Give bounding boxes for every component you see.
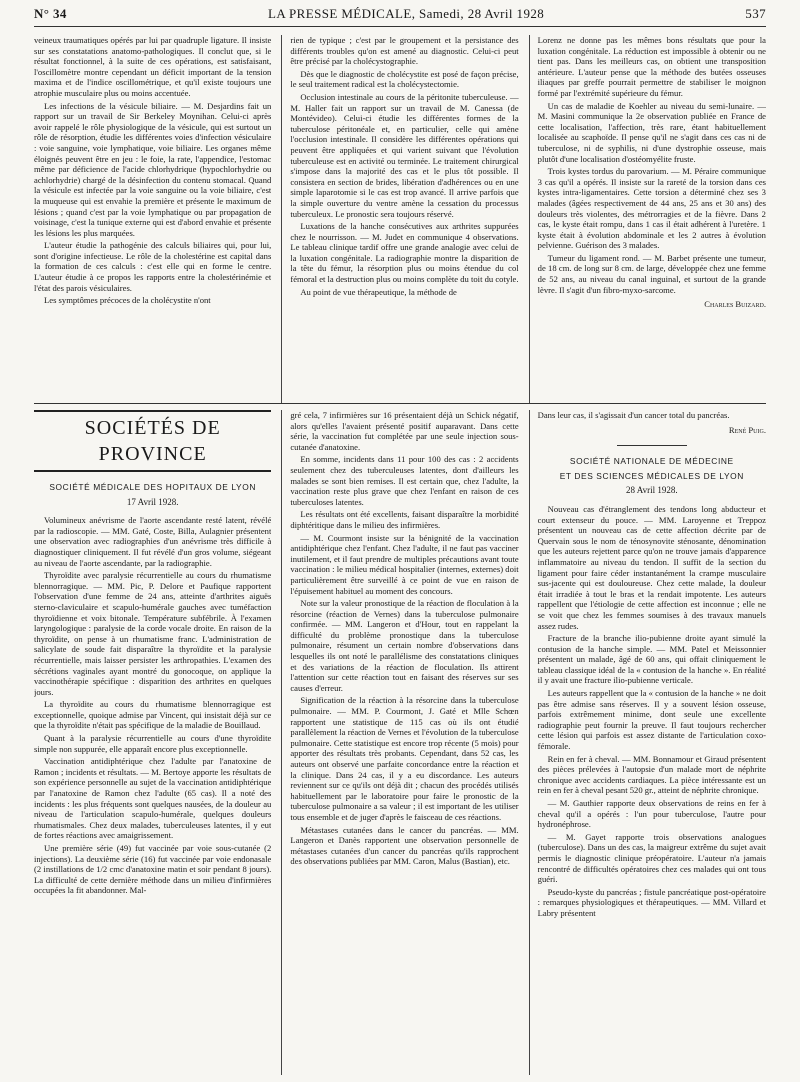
top-column-2 bbox=[281, 35, 518, 403]
bottom-section bbox=[34, 410, 766, 1075]
top-section bbox=[34, 35, 766, 404]
paragraph: Fracture de la branche ilio-pubienne droite ayant simulé la contusion de la hanche simple. — MM. Patel et Meissonnier présentent un malade, âgé de 60 ans, qui offait cliniquement le tableau classique idéal de la « contusion de la hanche ». En réalité il y avait une fracture ilio-pubienne verticale. bbox=[537, 633, 766, 686]
paragraph: Les symptômes précoces de la cholécystite n'ont bbox=[44, 295, 211, 306]
paragraph: Un cas de maladie de Koehler au niveau du semi-lunaire. — M. Masini communique la 2e observation publiée en France de cette localisation, l'affection, très rare, étant habituellement localisée au scaphoïde. Il pense qu'il ne s'agit dans ces cas ni de tuberculose, ni de syphilis, ni d'une dystrophie osseuse, mais plutôt d'une localisation d'ostéomyélite fruste. bbox=[537, 100, 766, 164]
paragraph: Vaccination antidiphtérique chez l'adulte par l'anatoxine de Ramon ; incidents et résultats. — M. Bertoye apporte les résultats de son expérience personnelle au sujet de la vaccination antidiphtérique par l'anatoxine de Ramon chez l'adulte (65 cas). Il a noté des incidents : les plus fréquents sont quelques nausées, de la douleur au niveau de l'articulation scapulo-humérale, quelques douleurs rhumatismales. Chez deux malades, tuberculeuses latentes, il y eut de fortes réactions avec amaigrissement. bbox=[34, 756, 272, 841]
paragraph: rien de typique ; c'est par le groupement et la persistance des différents troubles qu'on est amené au diagnostic. Celui-ci peut être précisé par la cholécystographie. bbox=[290, 35, 519, 67]
journal-title: LA PRESSE MÉDICALE, Samedi, 28 Avril 1928 bbox=[267, 6, 545, 21]
author-signature: René Puig. bbox=[728, 424, 766, 435]
paragraph: Les auteurs rappellent que la « contusion de la hanche » ne doit pas être admise sans réserves. Il y a souvent lésion osseuse, parfois extrêmement minime, dont seule une excellente radiographie peut fournir la preuve. Il faut toujours rechercher cette lésion qui parfois est assez distante de l'articulation coxo-fémorale. bbox=[537, 688, 766, 752]
section-title: SOCIÉTÉS DE PROVINCE bbox=[34, 410, 271, 472]
paragraph: En somme, incidents dans 11 pour 100 des cas : 2 accidents seulement chez des tuberculeuses latentes, dont d'ailleurs les malades se sont bien remises. Il est certain que, chez l'adulte, la vaccination reste plus grave que chez l'enfant en raison de ces tuberculoses latentes. bbox=[290, 454, 519, 507]
issue-number: N° 34 bbox=[34, 6, 67, 21]
paragraph: Signification de la réaction à la résorcine dans la tuberculose pulmonaire. — MM. P. Courmont, J. Gaté et Mlle Schœn rapportent une statistique de 115 cas où ils ont étudié parallèlement la réaction de Vernes et l'évolution de la tuberculose pulmonaire. Cette statistique est encore trop récente (5 mois) pour apporter des résultats très probants. Cependant, dans 52 cas, les auteurs ont observé une parfaite concordance entre la réaction et la clinique. Dans 24 cas, il y a eu discordance. Les auteurs reviennent sur ce qu'ils ont déjà dit ; chacun des procédés utilisés habituellement par le laboratoire pour faire le pronostic de la tuberculose pulmonaire a sa valeur ; il est important de les utiliser tous ensemble et de juger d'après le faisceau de ces réactions. bbox=[290, 695, 519, 822]
paragraph: Dans leur cas, il s'agissait d'un cancer total du pancréas. bbox=[537, 410, 730, 420]
paragraph: — M. Gauthier rapporte deux observations de reins en fer à cheval qu'il a opérés : l'un pour tuberculose, l'autre pour hydronéphrose. bbox=[537, 798, 766, 830]
paragraph: Quant à la paralysie récurrentielle au cours d'une thyroïdite simple non suppurée, elle apparaît encore plus exceptionnelle. bbox=[34, 733, 272, 754]
paragraph: Occlusion intestinale au cours de la péritonite tuberculeuse. — M. Haller fait un rapport sur un travail de M. Canessa (de Montévideo). Celui-ci étudie les différentes formes de la tuberculose péritonéale et, en particulier, celle qui amène l'occlusion intestinale. Il considère les différentes opérations qui peuvent être appliquées et qui varient suivant que l'évolution tuberculeuse est en activité ou terminée. Le traitement chirurgical s'impose dans la majorité des cas et le plus tôt possible. Il consistera en section de brides, libération d'adhérences ou en une simple laparotomie si le cas est trop avancé. Il arrive parfois que la simple ouverture du ventre amène la cessation du processus tuberculeux. Le pronostic sera toujours réservé. bbox=[290, 91, 519, 219]
session-date: 28 Avril 1928. bbox=[626, 485, 678, 496]
paragraph: — M. Gayet rapporte trois observations analogues (tuberculose). Dans un des cas, la maigreur extrême du sujet avait permis le diagnostic clinique préopératoire. L'auteur n'a jamais rencontré de difficultés opératoires chez ces malades qui ont tous guéri. bbox=[537, 831, 766, 885]
paragraph: Thyroïdite avec paralysie récurrentielle au cours du rhumatisme blennorragique. — MM. Pic, P. Delore et Paufique rapportent l'observation d'une femme de 24 ans, atteinte d'arthrites aiguës sterno-claviculaire et scapulo-humérale gauches avec tuméfaction thyroïdienne et voix bitonale. Température subfébrile. À l'examen laryngologique : paralysie de la corde vocale droite. En raison de la thyroïdite, on pense à un rhumatisme franc. L'administration de salicylate de soude fait disparaître la thyroïdite et la paralysie récurrentielle, mais laisser persister les arthropathies. L'examen des sécrétions vaginales ayant montré du gonocoque, on applique la vaccinothérapie spécifique : disparition des arthrites en quelques jours. bbox=[34, 570, 272, 697]
bottom-column-1 bbox=[34, 410, 271, 1075]
session-date: 17 Avril 1928. bbox=[126, 496, 179, 507]
paragraph: Nouveau cas d'étranglement des tendons long abducteur et court extenseur du pouce. — MM. Laroyenne et Treppoz présentent un nouveau cas de cette affection décrite par de Quervain sous le nom de ténosynovite sténosante, dénomination que les auteurs rejettent parce qu'on ne trouve jamais d'apparence inflammatoire au niveau du tendon. Il suffit de la section du ligament pour faire céder instantanément la crampe musculaire sus-jacente qui est douloureuse. Chez cette malade, la douleur était irradiée à tout le bras et la rendait impotente. Les auteurs rappellent que l'étiologie de cette affection est inconnue ; elle ne se voit que chez les femmes soumises à des travaux manuels assez rudes. bbox=[537, 503, 766, 631]
paragraph: Note sur la valeur pronostique de la réaction de floculation à la résorcine (réaction de Vernes) dans la tuberculose pulmonaire confirmée. — MM. Langeron et d'Hour, tout en rappelant la difficulté du problème pronostique dans la tuberculose pulmonaire, résument un certain nombre d'observations dans lesquelles ils ont noté le parallélisme des constatations cliniques et des variations de la réaction de floculation. Ils attirent l'attention sur cette réaction tout en faisant des réserves sur ses causes d'erreur. bbox=[290, 598, 519, 693]
page-number: 537 bbox=[745, 6, 766, 21]
paragraph: Lorenz ne donne pas les mêmes bons résultats que pour la luxation congénitale. La réduction est impossible à obtenir ou ne tient pas. Dans les meilleurs cas, on obtient une transposition antérieure. L'auteur pense que la méthode des butées osseuses iliaques par greffe pourrait permettre de stabiliser le moignon formé par l'extrémité supérieure du fémur. bbox=[537, 35, 766, 98]
paragraph: Volumineux anévrisme de l'aorte ascendante resté latent, révélé par la radioscopie. — MM. Gaté, Coste, Billa, Aulagnier présentent une observation avec radiographies d'un anévrisme très difficile à diagnostiquer cliniquement. Il fut révélé d'un gros volume, siégeant au niveau de l'aorte ascendante, par la radiographie. bbox=[34, 515, 272, 568]
paragraph: Les résultats ont été excellents, faisant disparaître la morbidité diphtéritique dans le milieu des infirmières. bbox=[290, 509, 519, 530]
paragraph: Trois kystes tordus du parovarium. — M. Péraire communique 3 cas qu'il a opérés. Il insiste sur la rareté de la torsion dans ces kystes intra-ligamentaires. Cette torsion a déterminé chez ses 3 malades (âgées respectivement de 44 ans, 25 ans et 30 ans) des douleurs très violentes, des métrorragies et de la fièvre. Dans 2 cas, le kyste était rompu, dans 1 cas il était adhérent à l'uretère. 1 kyste était à évolution abdominale et les 2 autres à évolution pelvienne. Guérison des 3 malades. bbox=[537, 166, 766, 251]
paragraph: gré cela, 7 infirmières sur 16 présentaient déjà un Schick négatif, alors qu'elles l'avaient présenté positif auparavant. Dans cette série, la vaccination fut complétée par une seule injection sous-cutanée d'anatoxine. bbox=[290, 410, 519, 452]
paragraph: La thyroïdite au cours du rhumatisme blennorragique est exceptionnelle, quoique admise par Vincent, qui insistait déjà sur ce que la thyroïdite n'était pas spécifique de la maladie de Bouillaud. bbox=[34, 699, 272, 731]
author-signature: Charles Buizard. bbox=[704, 299, 766, 310]
bottom-column-2 bbox=[281, 410, 518, 1075]
paragraph: L'auteur étudie la pathogénie des calculs biliaires qui, pour lui, sont d'origine infectieuse. Le rôle de la cholestérine est capital dans la formation de ces calculs : c'est elle qui en forme le centre. L'auteur étudie à ce propos les rapports entre la cholestérinémie et l'état des parois vésiculaires. bbox=[34, 240, 272, 293]
page-header bbox=[34, 6, 766, 27]
divider bbox=[617, 445, 687, 446]
paragraph: veineux traumatiques opérés par lui par quadruple ligature. Il insiste sur ses constatations anatomo-pathologiques. Il conclut que, si le résultat fonctionnel, à la suite de ces opérations, est satisfaisant, l'oscillomètre montre cependant un déficit important de la tension maxima et de l'indice oscillométrique, et qu'il existe toujours une atrophie musculaire plus ou moins accentuée. bbox=[34, 35, 272, 98]
paragraph: Au point de vue thérapeutique, la méthode de bbox=[300, 286, 457, 297]
bottom-column-3 bbox=[529, 410, 766, 1075]
society-name: SOCIÉTÉ NATIONALE DE MÉDECINE bbox=[569, 456, 734, 467]
paragraph: Luxations de la hanche consécutives aux arthrites suppurées chez le nourrisson. — M. Judet en communique 4 observations. Le tableau clinique tardif offre une grande analogie avec celui de la luxation congénitale. La radiographie montre la disparition de la tête du fémur, la résorption plus ou moins étendue du col fémoral et la destruction plus ou moins complète du toit du cotyle. bbox=[290, 221, 519, 285]
society-name-line-2: ET DES SCIENCES MÉDICALES DE LYON bbox=[559, 470, 744, 481]
paragraph: Les infections de la vésicule biliaire. — M. Desjardins fait un rapport sur un travail de Sir Berkeley Moynihan. Celui-ci après avoir rappelé le rôle physiologique de la vésicule, qui est surtout un rôle de résorption, étudie les différentes voies d'infection vésiculaire : voie sanguine, voie lymphatique, voie biliaire. Les organes même éloignés peuvent être en jeu : le foie, la rate, l'appendice, l'estomac même par déficience de l'acide chlorhydrique (hypochlorhydrie ou achlorhydrie) chargé de la désinfection du contenu stomacal. Quand la vésicule est infectée par la voie sanguine ou la voie biliaire, c'est la muqueuse qui est envahie la première et présente le maximum de lésions ; quand c'est par la voie lymphatique ou par propagation de voisinage, c'est la tunique externe qui est d'abord envahie et présente les lésions les plus marquées. bbox=[34, 100, 272, 238]
paragraph: Une première série (49) fut vaccinée par voie sous-cutanée (2 injections). La deuxième série (16) fut vaccinée par voie endonasale (2 instillations de 1/2 cmc d'anatoxine matin et soir pendant 8 jours). La difficulté de cette dernière méthode dans un milieu d'infirmières occupées la fit abandonner. Mal- bbox=[34, 843, 272, 896]
top-column-1 bbox=[34, 35, 271, 403]
paragraph: — M. Courmont insiste sur la bénignité de la vaccination antidiphtérique chez l'enfant. Chez l'adulte, il ne faut pas vacciner inutilement, et il faut prendre de multiples précautions avant toute vaccination : le milieu médical hospitalier (internes, externes) doit particulièrement être surveillé à ce point de vue en raison de l'épuisement habituel au moment des concours. bbox=[290, 532, 519, 596]
society-name: SOCIÉTÉ MÉDICALE DES HOPITAUX DE LYON bbox=[49, 482, 256, 492]
paragraph: Tumeur du ligament rond. — M. Barbet présente une tumeur, de 18 cm. de long sur 8 cm. de large, développée chez une femme de 52 ans, au niveau du canal inguinal, et surtout de la grande lèvre. Il s'agit d'un fibro-myxo-sarcome. bbox=[537, 252, 766, 295]
top-column-3 bbox=[529, 35, 766, 403]
paragraph: Pseudo-kyste du pancréas ; fistule pancréatique post-opératoire : remarques physiologiques et thérapeutiques. — MM. Villard et Labry présentent bbox=[537, 886, 766, 918]
paragraph: Dès que le diagnostic de cholécystite est posé de façon précise, le seul traitement radical est la cholécystectomie. bbox=[290, 68, 519, 90]
paragraph: Métastases cutanées dans le cancer du pancréas. — MM. Langeron et Danès rapportent une observation personnelle de métastases cutanées d'un cancer du pancréas qu'ils rapprochent des observations publiées par MM. Caron, Malus (Bastian), etc. bbox=[290, 824, 519, 867]
paragraph: Rein en fer à cheval. — MM. Bonnamour et Giraud présentent des pièces prélevées à l'autopsie d'un malade mort de néphrite chronique avec accidents cardiaques. La pièce intéressante est un rein en fer à cheval pesant 520 gr., atteint de néphrite chronique. bbox=[537, 753, 766, 796]
